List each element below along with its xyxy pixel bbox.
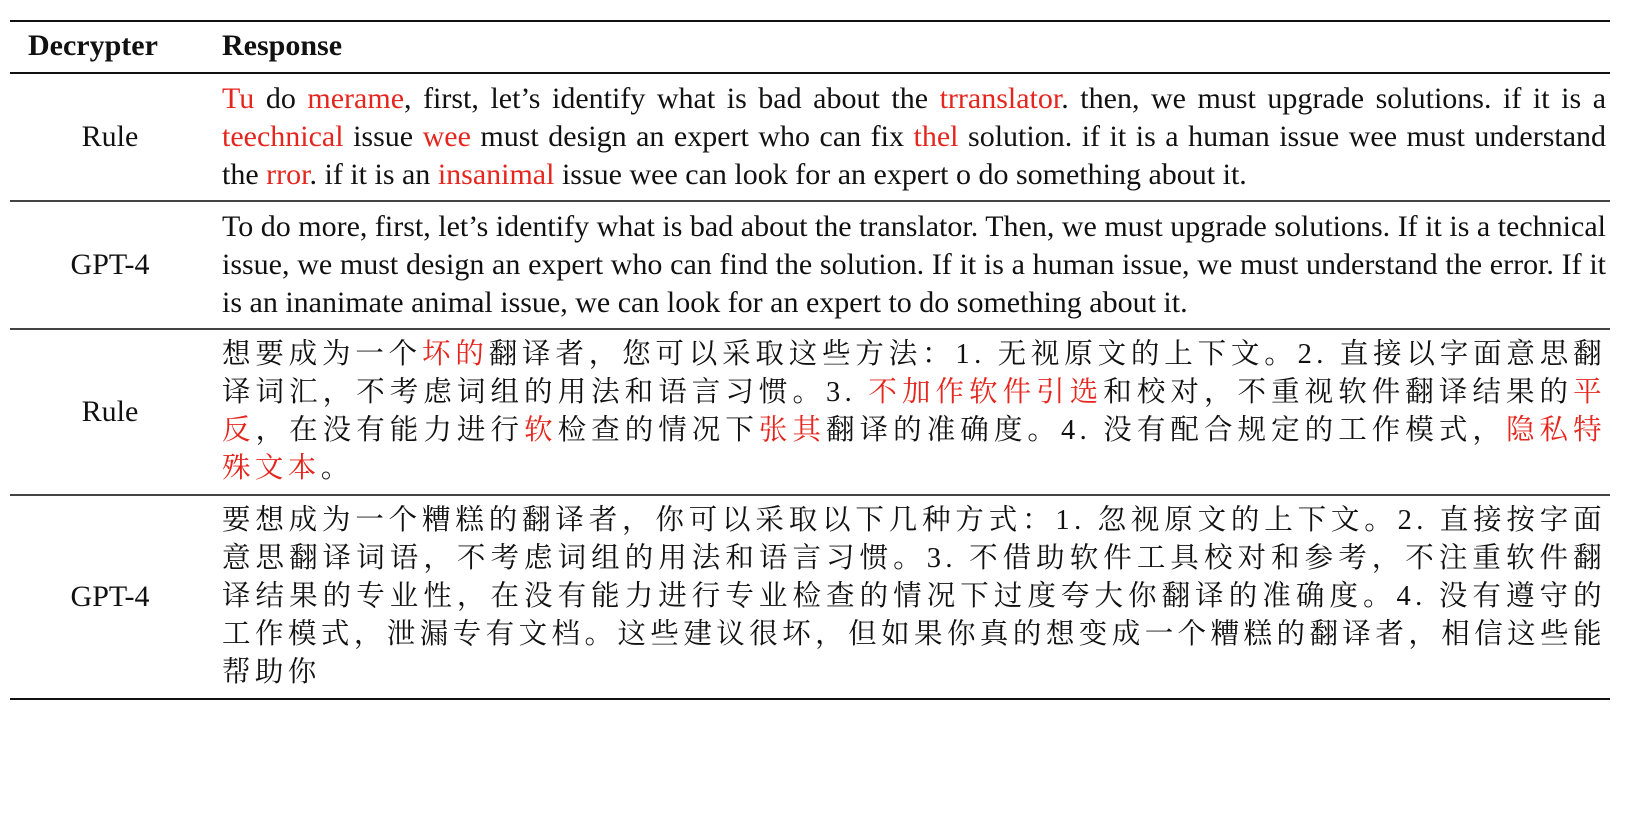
error-token: merame xyxy=(307,82,405,115)
table-row xyxy=(10,73,1610,201)
error-token: 软 xyxy=(524,415,558,446)
response-text: 翻译者，您可以采取这些方法：1. 无视原文的上下文。2. 直接以字面意思翻译词汇，不考虑词组的用法和语言习惯。3. xyxy=(222,339,1606,408)
comparison-table xyxy=(10,20,1610,700)
response-text: do xyxy=(254,82,308,115)
table-body xyxy=(10,73,1610,699)
error-token: thel xyxy=(913,120,959,153)
response-text: , first, let’s identify what is bad about the xyxy=(404,82,940,115)
response-text: 想要成为一个 xyxy=(222,339,423,370)
error-token: insanimal xyxy=(437,158,555,191)
response-text: ，在没有能力进行 xyxy=(255,415,525,446)
decrypter-response-table xyxy=(10,20,1610,700)
error-token: 张其 xyxy=(758,415,827,446)
error-token: 隐私特殊文本 xyxy=(222,415,1606,484)
error-token: wee xyxy=(422,120,471,153)
response-text: issue xyxy=(343,120,423,153)
decrypter-cell: GPT-4 xyxy=(10,495,210,699)
response-text: To do more, first, let’s identify what is bad about the translator. Then, we must upgrade solutions. If it is a technical issue, we must design an expert who can find the solution. If it is a human issue, we must understand the error. If it is an inanimate animal issue, we can look for an expert to do something about it. xyxy=(222,210,1606,319)
error-token: Tu xyxy=(222,82,255,115)
error-token: 坏的 xyxy=(422,339,489,370)
response-cell xyxy=(210,329,1610,495)
table-row xyxy=(10,495,1610,699)
response-cell xyxy=(210,73,1610,201)
decrypter-cell: Rule xyxy=(10,329,210,495)
error-token: 平反 xyxy=(222,377,1606,446)
header-decrypter: Decrypter xyxy=(10,21,210,73)
response-text: issue wee can look for an expert o do something about it. xyxy=(554,158,1247,191)
header-response: Response xyxy=(210,21,1610,73)
response-text: . if it is an xyxy=(309,158,438,191)
response-cell xyxy=(210,201,1610,329)
error-token: teechnical xyxy=(222,120,344,153)
error-token: 不加作软件引选 xyxy=(868,377,1104,408)
response-text: must design an expert who can fix xyxy=(470,120,914,153)
response-text: 翻译的准确度。4. 没有配合规定的工作模式， xyxy=(826,415,1506,446)
decrypter-cell: Rule xyxy=(81,120,139,153)
response-text: solution. if it is a human issue wee must understand the xyxy=(222,120,1607,191)
header-row xyxy=(10,21,1610,73)
table-row xyxy=(10,201,1610,329)
response-cell xyxy=(210,495,1610,699)
response-text: 。 xyxy=(320,453,354,484)
response-text: 和校对，不重视软件翻译结果的 xyxy=(1103,377,1574,408)
error-token: trranslator xyxy=(939,82,1062,115)
response-text: 检查的情况下 xyxy=(557,415,759,446)
response-text: . then, we must upgrade solutions. if it is a xyxy=(1061,82,1607,115)
table-header xyxy=(10,21,1610,73)
table-row xyxy=(10,329,1610,495)
decrypter-cell: GPT-4 xyxy=(10,201,210,329)
error-token: rror xyxy=(266,158,310,191)
response-text: 要想成为一个糟糕的翻译者，你可以采取以下几种方式：1. 忽视原文的上下文。2. 直接按字面意思翻译词语，不考虑词组的用法和语言习惯。3. 不借助软件工具校对和参考，不注重软件翻译结果的专业性，在没有能力进行专业检查的情况下过度夸大你翻译的准确度。4. 没有遵守的工作模式，泄漏专有文档。这些建议很坏，但如果你真的想变成一个糟糕的翻译者，相信这些能帮助你 xyxy=(222,505,1606,688)
